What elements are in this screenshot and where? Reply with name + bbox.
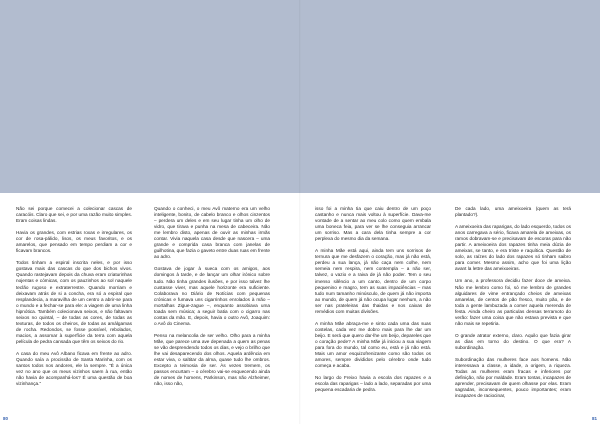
- paragraph: isso foi a minha tia que caiu dentro de um poço castanho e nunca mais voltou à superfície. Dava-me vontade de a sentar ao meu colo como quem embala uma boneca feia, para ver se lhe conseguia arrancar um sorriso. Mas a cara dela tinha sempre a cor perplexa do mesmo dia da semana.: [315, 206, 431, 242]
- paragraph: Gostava de jogar à sueca com os amigos, aos domingos à tarde, e de lançar um olhar irónico sobre tudo. Não tinha grandes ilusões, e por isso talvez lhe custasse viver, mas aquele horizonte era suficiente. Colaborava no Diário de Notícias com pequenas crónicas e fumava uns cigarrinhos enrolados à mão – mortalhas Zigue-zague –, enquanto assobiava uma toada sem música; a seguir batia com o cigarro nas costas da mão. E, depois, havia o outro Avô, Joaquim: o Avô do Cinema.: [154, 266, 270, 326]
- paragraph: A minha Mãe abraça-me e sinto cada uma das suas costelas, cada vez me dobro mais para lhe dar um beijo. E será que quero dar-lhe um beijo, depareles que o coração pede? A minha Mãe já iniciou a sua viagem para fora do mundo, tal como eu, está e já não está. Mais um amor esquizofrenizante como são todos os amores, sempre divididos pelo cérebro onde tudo começa e acaba.: [315, 320, 431, 369]
- paragraph: Penso na melancolia de ser velho. Olho para a minha Mãe, que parece uma ave depenada a quem as penas se vão desprendendo todos os dias, e vejo o brilho que lhe vai desaparecendo dos olhos. Aquela ardência em estar viva, o saltitar da alma, quase tudo lhe ombros. Excepto a teimosia de ser. Às vezes tremem, os passos encurtam – o cérebro vai-se esquecendo ainda de nomes de homens, Parkinson, mas não Alzheimer, não, isso não,: [154, 332, 270, 387]
- text-column-4: [455, 206, 571, 405]
- text-column-2: [154, 206, 270, 393]
- page-number-left: 80: [3, 416, 9, 421]
- text-column-3: [315, 206, 431, 399]
- paragraph: Quando o conheci, o meu Avô materno era um velho inteligente, bonito, de cabelo branco e olhos cinzentos – perdera um deles e em seu lugar tinha um olho de vidro, que tirava e punha na mesa de cabeceira. Não me lembro disto, apenas de ouvir as minhas irmãs contar. Vivia naquela casa desde que nascera – uma grande e comprida casa branca com janelas de guilhotina, que fazia o gaveto entre duas ruas em frente ao adro.: [154, 206, 270, 260]
- paragraph: A minha Mãe está aqui, ainda tem uns sorrisos de ternura que me desfazem o coração, mas já não está, perdeu a sua lança, já não caça nem colhe, nem semeia nem respira, nem contempla – a não ser, talvez, o vazio e a raiva de já não poder. Tem o seu imenso silêncio a um canto, dentro de um corpo pequenino e magro, tem as suas impaciências – mas tudo num tamanho minúsculo, de quem já não importa ao mundo, de quem já não ocupa lugar nenhum, a não ser nas prateleiras das thaidas e nos caixas de remédios com muitas divisões.: [315, 248, 431, 314]
- text-column-1: [16, 206, 132, 393]
- page-gutter: [299, 0, 301, 424]
- paragraph: Não sei porque comecei a colecionar cascas de caracóis. Claro que sei, e por uma razão muito simples. Eram coisas lindas.: [16, 206, 132, 224]
- paragraph: A casa do meu Avô Albano ficava em frente ao adro. Quando saía a procissão de Santa Marinha, com os santos todos nos andores, ele la sempre. “É a única vez no ano que os meus vizinhos saem à rua, então não havia de acompanhá-los? É uma questão de boa vizinhança.”: [16, 350, 132, 387]
- paragraph: Um ano, a professora decidiu fazer doce de ameixa. Não me lembro como foi, só me lembro de grandes alguidares de vime entrançado cheios de ameixas amarelas, de centos de pão fresco, muito pão, e de toda a gente lambuzada a comer aquela merenda de festa. Ainda cheiro as particulas densas terramoto do verão: fazer uma coisa que não estava prevista e que não mais se repetiria.: [455, 278, 571, 326]
- paragraph: Todos tinham a espiral inscrita neles, e por isso gostava mais das cascas do que dos bichos vivos. Quando rastejavam depois da chuva eram criaturinhas nojentas e cómicas, com os pauzinhos ao sol naquele teclão rugoso e extraterrestre. Quando morriam e deixavam atrás de si a concha, era só a espiral que resplandecia, a maravilha de um centro a abrir-se para o mundo e a fechar-se para ele: a viagem de uma linha hipnótica. Também colecionava seixos, e não faltavam seixos no quintal, – de todas as cores, de todas as texturas, de todos os cheiros, de todas as amálgamas de rocha. Redondos, se fosse possível, rebolados, macios, a assomar à superfície da terra com aquela película de pedra cansada que têm os seixos do rio.: [16, 260, 132, 344]
- paragraph: No largo do Freixo havia a escola dos rapazes e a escola das raparigas – lado a lado, separadas por uma pequena escadaria de pedra.: [315, 375, 431, 393]
- page-number-right: 81: [591, 416, 597, 421]
- paragraph: Havia os grandes, com estrias roxas e irregulares, os cor de rosa-pálido, lisos, os meus favoritos, e os amarelos, que pensado em tempo perdiam a cor e ficavam brancos.: [16, 230, 132, 254]
- paragraph: A ameixoeira das raparigas, do lado esquerdo, todos os anos carregava a sério, ficava amarela de ameixas, os ramos dobravam-se e precisavam de escoras para não partir. A ameixoeira dos rapazes tinha meia dúzia de ameixas, se tanto, e era triste e raquítica. Questão de solo, as raízes do lado dos rapazes só tinham saibro para comer. Mesmo assim, acho que foi uma lição avant la lettre das ameixoeiras.: [455, 224, 571, 272]
- paragraph: De cada lado, uma ameixoeira (quem as terá plantado?).: [455, 206, 571, 218]
- paragraph: Subordinação das mulheres face aos homens. Não interessava a classe, a idade, a origem, a riqueza. Todas as mulheres eram fracas e inferiores por definição, não por maldade. Eram tontas, incapazes de aprender, precisavam de quem olhasse por elas. Eram sagradas, inconsequentes, pouco importantes; eram incapazes de raciocinar,: [455, 356, 571, 399]
- paragraph: O grande atrator externo, claro. Aquilo que fazia girar as dias em torno do destino. O que era? A subordinação.: [455, 332, 571, 350]
